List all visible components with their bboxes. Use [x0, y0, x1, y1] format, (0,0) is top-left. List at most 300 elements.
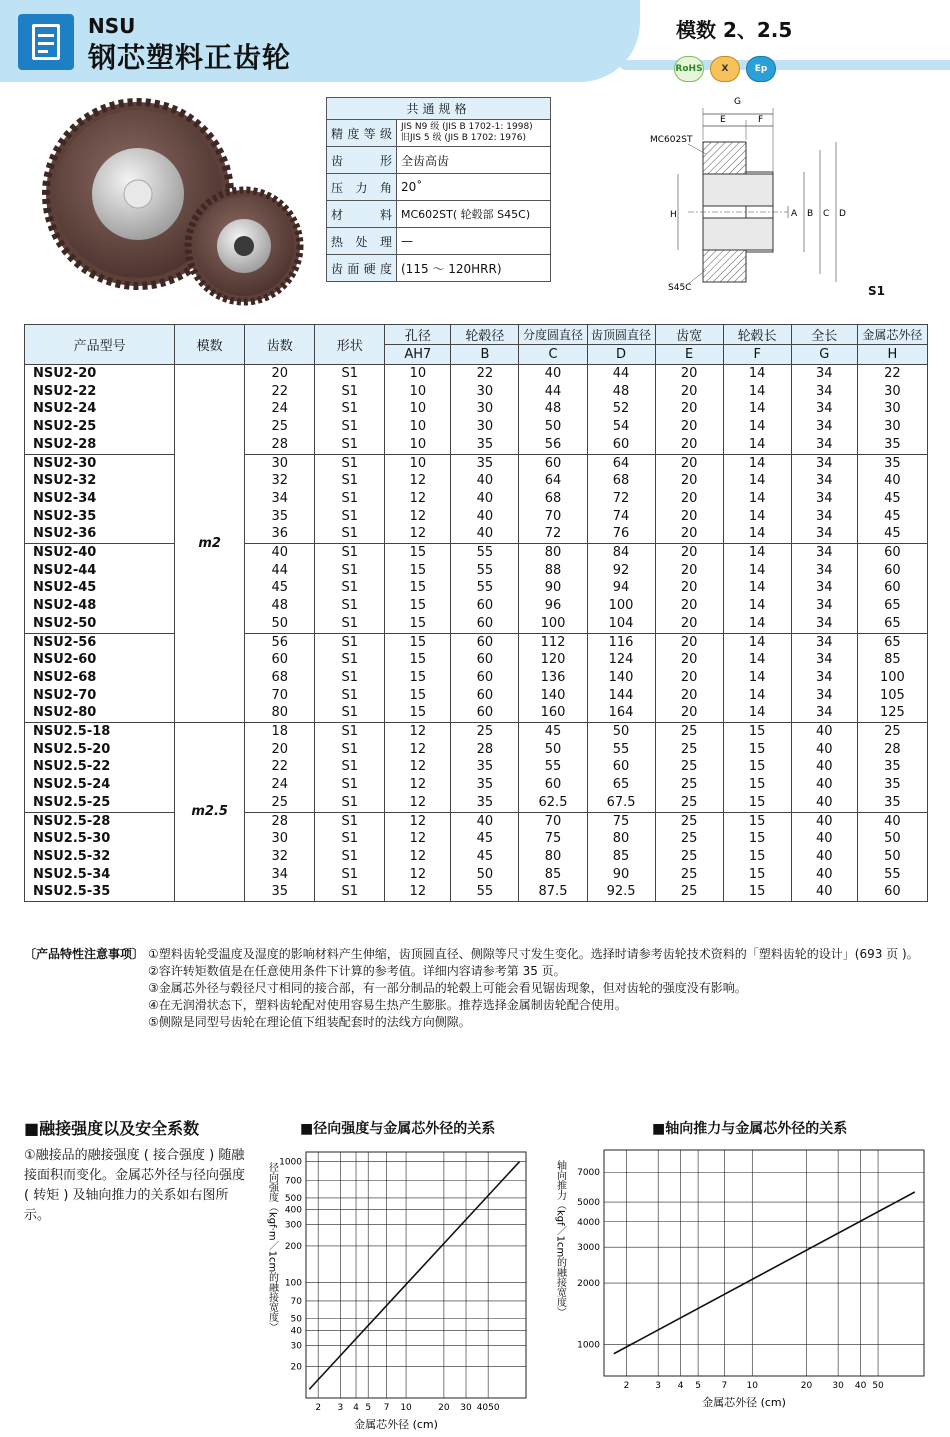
table-cell: 15: [385, 544, 451, 562]
model-cell: NSU2.5-28: [25, 812, 175, 830]
table-cell: 10: [385, 418, 451, 436]
spec-key: 材料: [327, 201, 397, 228]
table-cell: 52: [587, 400, 655, 418]
table-cell: 20: [655, 418, 723, 436]
table-cell: 80: [519, 848, 587, 866]
dim-b: B: [807, 209, 814, 219]
model-cell: NSU2-45: [25, 579, 175, 597]
col-header: 全长: [791, 325, 857, 345]
x-axis-label: 金属芯外径 (cm): [354, 1418, 438, 1430]
table-cell: 74: [587, 508, 655, 526]
table-cell: S1: [315, 848, 385, 866]
table-cell: 40: [245, 544, 315, 562]
table-cell: S1: [315, 579, 385, 597]
small-gear-icon: [188, 190, 300, 302]
table-cell: S1: [315, 525, 385, 543]
table-cell: 34: [791, 687, 857, 705]
table-cell: 12: [385, 490, 451, 508]
table-cell: 34: [791, 669, 857, 687]
dim-a: A: [791, 209, 798, 219]
chart1-title: ■径向强度与金属芯外径的关系: [300, 1121, 496, 1137]
table-cell: 45: [519, 723, 587, 741]
model-cell: NSU2-56: [25, 633, 175, 651]
table-cell: 144: [587, 687, 655, 705]
spec-title: 共通规格: [327, 98, 551, 120]
table-row: [25, 579, 928, 597]
table-cell: 32: [245, 472, 315, 490]
table-cell: 40: [451, 508, 519, 526]
table-cell: 45: [245, 579, 315, 597]
table-cell: 30: [857, 400, 927, 418]
table-cell: 55: [451, 544, 519, 562]
table-cell: 35: [245, 508, 315, 526]
table-cell: 140: [587, 669, 655, 687]
table-cell: 100: [519, 615, 587, 633]
table-row: [25, 597, 928, 615]
spec-key: 齿面硬度: [327, 255, 397, 282]
col-header: 齿宽: [655, 325, 723, 345]
table-cell: 25: [655, 794, 723, 812]
module-cell: m2: [175, 365, 245, 723]
table-cell: S1: [315, 436, 385, 454]
table-cell: 25: [655, 883, 723, 901]
y-tick-label: 30: [290, 1341, 302, 1352]
table-cell: 62.5: [519, 794, 587, 812]
table-cell: 76: [587, 525, 655, 543]
table-cell: 60: [451, 633, 519, 651]
table-cell: 60: [587, 758, 655, 776]
model-cell: NSU2.5-24: [25, 776, 175, 794]
table-cell: 32: [245, 848, 315, 866]
table-cell: 14: [723, 436, 791, 454]
table-cell: 25: [655, 812, 723, 830]
table-cell: S1: [315, 615, 385, 633]
table-cell: 60: [451, 597, 519, 615]
table-row: [25, 562, 928, 580]
table-cell: 14: [723, 365, 791, 383]
table-cell: 15: [723, 741, 791, 759]
table-cell: S1: [315, 418, 385, 436]
table-cell: 105: [857, 687, 927, 705]
table-cell: 65: [587, 776, 655, 794]
table-cell: 40: [519, 365, 587, 383]
table-cell: 14: [723, 687, 791, 705]
table-cell: 20: [655, 651, 723, 669]
table-cell: 48: [587, 383, 655, 401]
table-cell: 20: [655, 704, 723, 722]
model-cell: NSU2-68: [25, 669, 175, 687]
table-cell: 60: [519, 776, 587, 794]
table-cell: 22: [245, 383, 315, 401]
rohs-badge-icon: RoHS: [674, 56, 704, 82]
table-row: [25, 669, 928, 687]
notes-heading: 〔产品特性注意事项〕: [24, 947, 145, 961]
model-cell: NSU2-22: [25, 383, 175, 401]
model-cell: NSU2.5-18: [25, 723, 175, 741]
x-tick-label: 40: [854, 1381, 867, 1391]
table-cell: 20: [655, 633, 723, 651]
table-cell: 14: [723, 669, 791, 687]
table-cell: 48: [519, 400, 587, 418]
table-cell: 15: [723, 883, 791, 901]
model-cell: NSU2-35: [25, 508, 175, 526]
table-cell: 164: [587, 704, 655, 722]
model-cell: NSU2.5-30: [25, 830, 175, 848]
x-axis-label: 金属芯外径 (cm): [702, 1396, 786, 1409]
model-cell: NSU2.5-25: [25, 794, 175, 812]
table-cell: 14: [723, 544, 791, 562]
table-cell: S1: [315, 472, 385, 490]
x-tick-label: 30: [832, 1381, 844, 1391]
table-cell: 40: [791, 776, 857, 794]
note-item: ③金属芯外径与毂径尺寸相同的接合部，有一部分制品的轮毂上可能会看见锯齿现象，但对齿轮的强度没有影响。: [148, 981, 747, 995]
table-cell: 25: [655, 848, 723, 866]
table-cell: 35: [857, 776, 927, 794]
table-cell: 45: [857, 525, 927, 543]
table-row: [25, 436, 928, 454]
table-cell: 12: [385, 723, 451, 741]
table-cell: 45: [857, 490, 927, 508]
model-cell: NSU2-40: [25, 544, 175, 562]
table-cell: 12: [385, 866, 451, 884]
table-cell: 34: [791, 615, 857, 633]
col-subheader: AH7: [385, 345, 451, 365]
table-cell: 80: [519, 544, 587, 562]
table-cell: S1: [315, 866, 385, 884]
table-cell: 20: [655, 472, 723, 490]
table-cell: 30: [245, 830, 315, 848]
table-cell: 45: [451, 848, 519, 866]
table-cell: 40: [791, 830, 857, 848]
table-cell: 15: [385, 704, 451, 722]
table-cell: 20: [655, 544, 723, 562]
table-cell: 35: [857, 758, 927, 776]
model-cell: NSU2-70: [25, 687, 175, 705]
table-cell: S1: [315, 490, 385, 508]
table-cell: 34: [791, 418, 857, 436]
note-item: ①塑料齿轮受温度及湿度的影响材料产生伸缩，齿顶圆直径、侧隙等尺寸发生变化。选择时请参考齿轮技术资料的「塑料齿轮的设计」(693 页 )。: [148, 947, 919, 961]
table-cell: 60: [451, 669, 519, 687]
table-cell: 70: [519, 812, 587, 830]
table-cell: 30: [451, 383, 519, 401]
table-cell: 40: [791, 794, 857, 812]
table-cell: 67.5: [587, 794, 655, 812]
table-cell: 87.5: [519, 883, 587, 901]
table-cell: 50: [519, 741, 587, 759]
table-cell: 80: [245, 704, 315, 722]
table-cell: 70: [519, 508, 587, 526]
table-cell: S1: [315, 597, 385, 615]
table-cell: 100: [857, 669, 927, 687]
table-cell: 12: [385, 848, 451, 866]
x-tick-label: 30: [460, 1403, 472, 1413]
table-cell: 34: [791, 525, 857, 543]
col-subheader: G: [791, 345, 857, 365]
col-subheader: B: [451, 345, 519, 365]
spec-key: 齿形: [327, 147, 397, 174]
table-cell: 35: [245, 883, 315, 901]
table-cell: 25: [655, 758, 723, 776]
table-row: [25, 633, 928, 651]
table-cell: 70: [245, 687, 315, 705]
table-cell: 20: [655, 525, 723, 543]
badge-row: [674, 56, 776, 82]
table-cell: 20: [655, 436, 723, 454]
table-cell: S1: [315, 883, 385, 901]
table-cell: 15: [723, 830, 791, 848]
table-cell: 90: [587, 866, 655, 884]
table-cell: 55: [451, 579, 519, 597]
model-cell: NSU2.5-22: [25, 758, 175, 776]
module-cell: m2.5: [175, 723, 245, 902]
table-cell: 40: [451, 490, 519, 508]
table-cell: S1: [315, 758, 385, 776]
table-cell: 68: [587, 472, 655, 490]
table-cell: 30: [857, 418, 927, 436]
col-header: 轮毂长: [723, 325, 791, 345]
table-cell: 22: [451, 365, 519, 383]
y-tick-label: 7000: [577, 1168, 600, 1179]
table-cell: 14: [723, 704, 791, 722]
table-cell: 124: [587, 651, 655, 669]
col-subheader: F: [723, 345, 791, 365]
y-tick-label: 700: [284, 1176, 302, 1187]
table-cell: 34: [791, 383, 857, 401]
table-row: [25, 883, 928, 901]
table-cell: 12: [385, 525, 451, 543]
y-axis-label: 轴向推力（kgf／1cm的融接宽度）: [554, 1160, 566, 1318]
table-cell: 34: [791, 562, 857, 580]
table-cell: S1: [315, 562, 385, 580]
table-cell: 14: [723, 579, 791, 597]
table-cell: 22: [857, 365, 927, 383]
table-cell: 60: [857, 562, 927, 580]
dim-h: H: [670, 210, 677, 220]
table-cell: 15: [723, 758, 791, 776]
col-header: 轮毂径: [451, 325, 519, 345]
table-cell: 14: [723, 525, 791, 543]
table-cell: 12: [385, 794, 451, 812]
table-cell: 10: [385, 365, 451, 383]
table-row: [25, 687, 928, 705]
y-tick-label: 40: [290, 1326, 302, 1337]
table-cell: 50: [857, 848, 927, 866]
dim-e: E: [720, 115, 726, 125]
table-cell: 14: [723, 418, 791, 436]
table-cell: 15: [723, 794, 791, 812]
table-cell: 34: [791, 490, 857, 508]
table-cell: 15: [723, 866, 791, 884]
table-cell: 14: [723, 454, 791, 472]
table-cell: 55: [587, 741, 655, 759]
table-cell: 10: [385, 436, 451, 454]
table-cell: 55: [857, 866, 927, 884]
table-cell: 20: [655, 490, 723, 508]
table-cell: 60: [451, 704, 519, 722]
table-cell: 85: [587, 848, 655, 866]
spec-key: 压力角: [327, 174, 397, 201]
table-cell: 100: [587, 597, 655, 615]
dim-c: C: [823, 209, 830, 219]
table-row: [25, 365, 928, 383]
table-cell: 25: [245, 794, 315, 812]
table-row: [25, 544, 928, 562]
x-tick-label: 20: [438, 1403, 450, 1413]
table-cell: 20: [655, 454, 723, 472]
table-cell: 116: [587, 633, 655, 651]
table-cell: 20: [655, 615, 723, 633]
material-badge-icon: X: [710, 56, 740, 82]
page-header: [0, 0, 950, 92]
x-tick-label: 50: [872, 1381, 884, 1391]
y-axis-label: 径向强度（kgf·m／1cm的融接宽度）: [266, 1162, 278, 1333]
table-cell: 40: [791, 866, 857, 884]
table-cell: 60: [451, 687, 519, 705]
table-row: [25, 758, 928, 776]
table-cell: 35: [857, 794, 927, 812]
y-tick-label: 1000: [577, 1340, 600, 1351]
table-cell: 10: [385, 383, 451, 401]
table-cell: 136: [519, 669, 587, 687]
table-cell: 22: [245, 758, 315, 776]
x-tick-label: 2: [623, 1381, 630, 1391]
table-cell: 25: [655, 866, 723, 884]
table-cell: 45: [857, 508, 927, 526]
table-cell: 35: [451, 794, 519, 812]
table-cell: 30: [451, 400, 519, 418]
col-subheader: H: [857, 345, 927, 365]
model-cell: NSU2-44: [25, 562, 175, 580]
col-header: 形状: [315, 325, 385, 365]
y-tick-label: 400: [284, 1205, 302, 1216]
table-cell: 20: [245, 741, 315, 759]
model-cell: NSU2-32: [25, 472, 175, 490]
table-cell: 34: [791, 579, 857, 597]
table-cell: S1: [315, 812, 385, 830]
x-tick-label: 4: [353, 1403, 359, 1413]
table-cell: 40: [451, 812, 519, 830]
axial-thrust-chart: [548, 1140, 938, 1410]
table-cell: S1: [315, 741, 385, 759]
y-tick-label: 200: [284, 1241, 302, 1252]
y-tick-label: 70: [290, 1296, 302, 1307]
table-row: [25, 776, 928, 794]
table-cell: 20: [655, 365, 723, 383]
table-cell: 14: [723, 633, 791, 651]
spec-value: 全齿高齿: [397, 147, 551, 174]
model-cell: NSU2-48: [25, 597, 175, 615]
table-cell: 15: [385, 579, 451, 597]
model-cell: NSU2-20: [25, 365, 175, 383]
x-tick-label: 4050: [476, 1403, 500, 1413]
table-cell: 34: [791, 544, 857, 562]
table-cell: 34: [791, 454, 857, 472]
table-row: [25, 508, 928, 526]
table-row: [25, 418, 928, 436]
table-cell: 48: [245, 597, 315, 615]
table-cell: 15: [385, 562, 451, 580]
table-row: [25, 866, 928, 884]
table-cell: 15: [385, 615, 451, 633]
table-row: [25, 723, 928, 741]
x-tick-label: 4: [677, 1381, 684, 1391]
model-cell: NSU2-80: [25, 704, 175, 722]
table-row: [25, 454, 928, 472]
table-row: [25, 794, 928, 812]
table-cell: 34: [791, 400, 857, 418]
table-cell: 20: [655, 400, 723, 418]
table-cell: 14: [723, 651, 791, 669]
table-cell: 20: [655, 579, 723, 597]
table-cell: 34: [791, 436, 857, 454]
table-cell: 12: [385, 741, 451, 759]
table-cell: 50: [245, 615, 315, 633]
table-cell: 60: [245, 651, 315, 669]
table-cell: 64: [587, 454, 655, 472]
table-cell: 10: [385, 400, 451, 418]
plot-frame: [604, 1150, 924, 1376]
table-cell: 72: [587, 490, 655, 508]
table-cell: S1: [315, 383, 385, 401]
table-cell: 25: [655, 741, 723, 759]
table-cell: 34: [245, 490, 315, 508]
gear-drawing: [648, 92, 898, 302]
ep-badge-icon: Ep: [746, 56, 776, 82]
table-cell: 14: [723, 472, 791, 490]
table-row: [25, 615, 928, 633]
table-cell: 40: [451, 525, 519, 543]
table-cell: 24: [245, 776, 315, 794]
x-tick-label: 10: [400, 1403, 412, 1413]
spec-value: JIS N9 级 (JIS B 1702-1: 1998) 旧JIS 5 级 (JIS B 1702: 1976): [397, 120, 551, 147]
table-cell: 12: [385, 508, 451, 526]
model-cell: NSU2.5-35: [25, 883, 175, 901]
col-subheader: E: [655, 345, 723, 365]
dim-g: G: [734, 97, 741, 107]
table-cell: 75: [587, 812, 655, 830]
table-cell: 68: [519, 490, 587, 508]
dim-f: F: [758, 115, 764, 125]
col-header: 齿顶圆直径: [587, 325, 655, 345]
table-cell: 15: [385, 687, 451, 705]
table-cell: 60: [451, 651, 519, 669]
col-subheader: C: [519, 345, 587, 365]
y-tick-label: 50: [290, 1314, 302, 1325]
model-cell: NSU2.5-20: [25, 741, 175, 759]
table-cell: 112: [519, 633, 587, 651]
model-cell: NSU2-34: [25, 490, 175, 508]
table-cell: 55: [451, 562, 519, 580]
table-cell: 72: [519, 525, 587, 543]
table-cell: 20: [655, 597, 723, 615]
table-cell: 28: [245, 436, 315, 454]
table-cell: 25: [451, 723, 519, 741]
table-cell: 25: [655, 830, 723, 848]
y-tick-label: 20: [290, 1362, 302, 1373]
table-cell: 50: [519, 418, 587, 436]
model-cell: NSU2.5-32: [25, 848, 175, 866]
series-line: [614, 1192, 915, 1354]
table-row: [25, 383, 928, 401]
table-cell: 28: [245, 812, 315, 830]
table-row: [25, 400, 928, 418]
table-cell: 60: [857, 883, 927, 901]
radial-strength-chart: [258, 1140, 538, 1430]
module-title: 模数 2、2.5: [676, 18, 793, 42]
table-cell: 14: [723, 562, 791, 580]
spec-value: 20˚: [397, 174, 551, 201]
col-header: 分度圆直径: [519, 325, 587, 345]
